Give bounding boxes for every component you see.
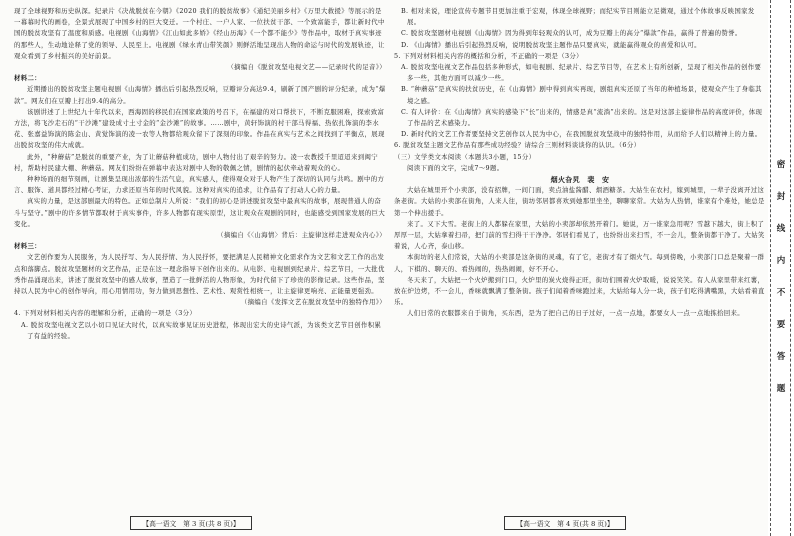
seal-strip — [772, 0, 790, 536]
right-paragraph: A. 脱贫攻坚电视文艺作品包括多种形式，如电视剧、纪录片、综艺节目等，在艺术上有所创新，呈现了相关作品的创作要多一些，其他方面可以减少一些。 — [401, 63, 762, 83]
right-paragraph: 6. 脱贫攻坚主题文艺作品有那些成功经验？请综合三则材料谈谈你的认识。（6分） — [394, 141, 641, 150]
right-paragraph: C. 脱贫攻坚题材电视剧《山海情》因为得到年轻观众的认可，成为豆瓣上的高分“爆款”作品，赢得了普遍的赞誉。 — [401, 29, 742, 38]
right-paragraph: 5. 下列对材料相关内容的概括和分析，不正确的一项是（3分） — [394, 51, 583, 60]
left-paragraph: （摘编自《发挥文艺在脱贫攻坚中的独特作用》） — [240, 298, 386, 307]
seal-character: 线 — [776, 224, 786, 234]
right-paragraph: D. 新时代的文艺工作者要坚持文艺创作以人民为中心，在我国脱贫攻坚战中的独特作用，从而给予人们以精神上的力量。 — [401, 130, 762, 139]
left-paragraph: 材料二： — [14, 74, 41, 83]
binding-line-inner — [770, 0, 771, 536]
right-paragraph: C. 有人评价：在《山海情》真实的感染下“长”出来的，情感是真“流淌”出来的。这是对这部主旋律作品的高度评价，体现了作品的艺术感染力。 — [401, 107, 763, 128]
page-footer-left: 【高一语文 第 3 页(共 8 页)】 — [130, 516, 252, 530]
seal-character: 封 — [776, 192, 786, 202]
seal-character: 内 — [776, 256, 786, 266]
left-paragraph: A. 脱贫攻坚电视文艺以小切口见证大时代，以真实故事见证历史进程，体现出宏大的史诗气派，为该类文艺节目创作积累了有益的经验。 — [21, 320, 382, 340]
left-paragraph: 真实的力量，是这部剧最大的特色。正如总制片人所说：“我们的初心是讲述脱贫攻坚中最真实的故事，展现普通人的奋斗与坚守。”剧中的许多情节都取材于真实事件，许多人物都有现实原型，这让观众在观剧的同时，也能感受到国家发展的巨大变化。 — [14, 197, 386, 228]
binding-line-outer — [790, 0, 791, 536]
left-paragraph: 材料三： — [14, 242, 41, 251]
seal-character: 题 — [776, 384, 786, 394]
right-paragraph: 来了。又下大雪。老街上的人都躲在家里，大姑的小卖部却依然开着门。她说，万一谁家急用呢？雪越下越大，街上积了厚厚一层，大姑拿着扫帚，把门前的雪扫得干干净净。邻居们看见了，也纷纷出来扫雪，不一会儿，整条街都干净了。大姑笑着说，人心齐，泰山移。 — [394, 219, 765, 251]
left-column — [14, 6, 386, 342]
right-paragraph: B. 相对来说，理论宣传专题节目更加注重于宏观，体现全球视野；而纪实节目则能立足微观，通过个体故事反映国家发展。 — [401, 7, 755, 27]
page-footer-right: 【高一语文 第 4 页(共 8 页)】 — [504, 516, 626, 530]
right-paragraph: 本街坊的老人们常说，大姑的小卖部是这条街的灵魂，有了它，老街才有了烟火气。每到傍晚，小卖部门口总是聚着一群人，下棋的、聊天的、看热闹的，热热闹闹，好不开心。 — [394, 253, 765, 273]
right-paragraph: 冬天来了，大姑把一个火炉搬到门口，火炉里的炭火烧得正旺，街坊们围着火炉取暖，说说笑笑。有人从家里带来红薯，放在炉边烤，不一会儿，香味就飘满了整条街。孩子们闻着香味跑过来，大姑给每人分一块，孩子们吃得满嘴黑，大姑看着直乐。 — [394, 275, 765, 307]
left-paragraph: 文艺创作要为人民服务，为人民抒写、为人民抒情、为人民抒怀，要把满足人民精神文化需求作为文艺和文艺工作的出发点和落脚点。脱贫攻坚题材的文艺作品，正是在这一理念指导下创作出来的。从电影、电视剧到纪录片、综艺节目，一大批优秀作品涌现出来，讲述了脱贫攻坚中的感人故事，塑造了一批鲜活的人物形象，为时代留下了珍贵的影像记录。这些作品，坚持以人民为中心的创作导向，用心用情用功，努力做到思想性、艺术性、观赏性相统一，让主旋律更响亮、正能量更强劲。 — [14, 253, 385, 296]
left-paragraph: （摘编自《脱贫攻坚电视文艺——记录时代的足音》） — [227, 63, 386, 72]
left-paragraph: 现了全球视野和历史纵深。纪录片《决战脱贫在今朝》《2020 我们的脱贫故事》《通纪美丽乡村》《万里大救援》等展示的是一幕幕时代的画卷，全景式展现了中国乡村的巨大变迁。一个村庄、一户人家、一位扶贫干部、一个致富能手，都让新时代中国的脱贫攻坚有了温度和质感。电视剧《山海情》《江山如此多娇》《经山历海》《一个都不能少》等作品中，取材于真实事迹的那些人，生动地诠释了党的领导、人民至上。电视剧《绿水青山带笑颜》则鲜活地呈现出人物的命运与时代的发展轨迹，让观众看到了乡村振兴的美好前景。 — [14, 7, 385, 60]
left-paragraph: 近期播出的脱贫攻坚主题电视剧《山海情》播出后引起热烈反响，豆瓣评分高达9.4，刷新了国产剧的评分纪录，成为“爆款”。网友们在豆瓣上打出9.4的高分。 — [14, 85, 386, 105]
left-paragraph: 此外，“种蘑菇”是脱贫的重要产业，为了让蘑菇种植成功，剧中人物付出了艰辛的努力。凌一农教授千里迢迢来到闽宁村，帮助村民建大棚、种蘑菇。网友们纷纷在弹幕中表达对剧中人物的敬佩之情，剧情的起伏牵动着观众的心。 — [14, 152, 379, 172]
left-paragraph: 该剧讲述了上世纪九十年代以来，西海固的移民们在国家政策的号召下，在福建的对口帮扶下，不断克服困难，探索致富方法，将飞沙走石的“干沙滩”建设成寸土寸金的“金沙滩”的故事。……剧中，黄轩饰演的村干部马得福、热依扎饰演的李水花、张嘉益饰演的陈金山、黄觉饰演的凌一农等人物都给观众留下了深刻的印象。作品在真实与艺术之间找到了平衡点，展现出脱贫攻坚的伟大成就。 — [14, 107, 385, 150]
right-paragraph: 人们日常的衣服都来自于街角，买东西，是为了把自己的日子过好，一点一点地，都要女人一点一点地拣拾回来。 — [407, 309, 745, 318]
right-paragraph: 大姑在城里开个小卖部，没有招牌，一间门面，卖点油盐酱醋、烟酒糖茶。大姑生在农村，嫁到城里，一辈子没离开过这条老街。大姑的小卖部在街角，人来人往，街坊邻居都喜欢到她那里坐坐，聊聊家常。大姑为人热情，谁家有个难处，她总是第一个伸出援手。 — [394, 186, 765, 217]
right-column — [394, 6, 766, 320]
right-paragraph: 烟火旮旯 裴 安 — [550, 175, 610, 185]
right-paragraph: （三）文学类文本阅读（本题共3小题，15分） — [394, 152, 536, 161]
seal-character: 密 — [776, 160, 786, 170]
right-paragraph: D. 《山海情》播出后引起热烈反响，说明脱贫攻坚主题作品只要真实，就能赢得观众的喜爱和认可。 — [401, 40, 701, 49]
left-paragraph: 种种场面的细节刻画，让剧集呈现出浓郁的生活气息，真实感人，使得观众对于人物产生了深切的认同与共鸣。剧中的方言、服饰、道具都经过精心考证，力求还原当年的时代风貌。这种对真实的追求，让作品有了打动人心的力量。 — [14, 175, 385, 195]
left-paragraph: 4. 下列对材料相关内容的理解和分析，正确的一项是（3分） — [14, 309, 197, 318]
left-paragraph: （摘编自《〈山海情〉背后：主旋律这样走进观众内心》） — [217, 231, 386, 240]
right-paragraph: 阅读下面的文字，完成7～9题。 — [407, 163, 504, 172]
seal-character: 答 — [776, 352, 786, 362]
seal-character: 不 — [776, 288, 786, 298]
seal-character: 要 — [776, 320, 786, 330]
right-paragraph: B. “种蘑菇”是真实的扶贫历史，在《山海情》剧中得到真实再现，剧组真实还原了当年的种植场景，使观众产生了身临其境之感。 — [401, 85, 762, 105]
